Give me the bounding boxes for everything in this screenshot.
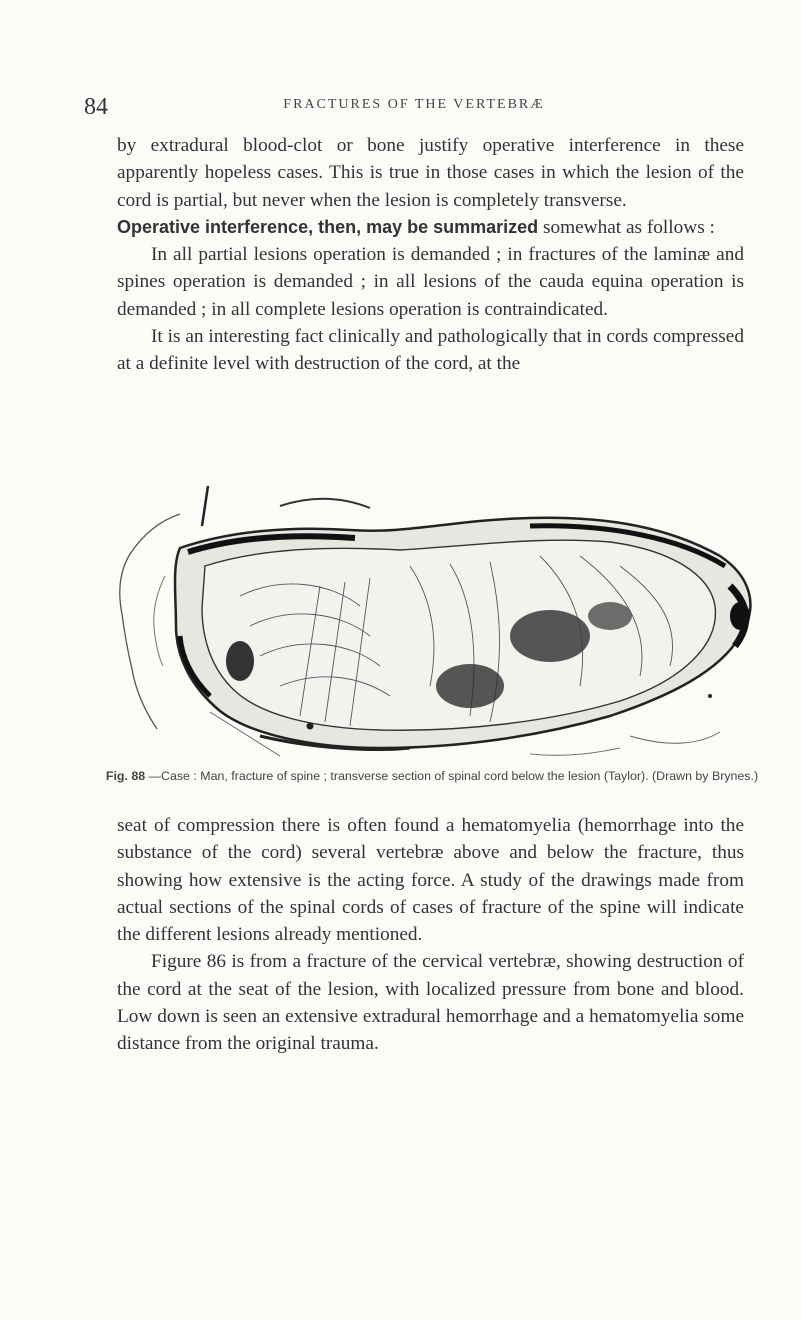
paragraph-continued: by extradural blood-clot or bone justify operative interference in these apparently hopeless cases. This is true in those cases in which the lesion of the cord is partial, but never when the lesion is completely transverse. (117, 135, 744, 211)
paragraph-operations: In all partial lesions operation is demanded ; in fractures of the laminæ and spines operation is demanded ; in all lesions of the cauda equina operation is demanded ; in all complete lesions operation is contraindicated. (117, 244, 744, 320)
page-number: 84 (84, 94, 108, 120)
paragraph-interesting-fact: It is an interesting fact clinically and pathologically that in cords compressed at a definite level with destruction of the cord, at the (117, 326, 744, 375)
summary-lead: Operative interference, then, may be summarized (117, 216, 539, 237)
summary-rest: somewhat as follows : (538, 216, 715, 238)
bottom-text (117, 812, 744, 1058)
caption-label: Fig. 88 (105, 769, 146, 783)
running-head: FRACTURES OF THE VERTEBRÆ (283, 97, 545, 112)
paragraph-summary (117, 214, 744, 241)
top-text (117, 132, 744, 378)
paragraph-figure-86: Figure 86 is from a fracture of the cervical vertebræ, showing destruction of the cord at the seat of the lesion, with localized pressure from bone and blood. Low down is seen an extensive extradural hemorrhage and a hematomyelia some distance from the original trauma. (117, 951, 744, 1055)
page-header (84, 94, 744, 120)
figure-caption (82, 768, 782, 784)
spinal-cord-section-drawing (110, 486, 800, 762)
paragraph-compression: seat of compression there is often found a hematomyelia (hemorrhage into the substance of the cord) several vertebræ above and below the fracture, thus showing how extensive is the acting force. A study of the drawings made from actual sections of the spinal cords of cases of fracture of the spine will indicate the different lesions already mentioned. (117, 815, 744, 946)
caption-text: —Case : Man, fracture of spine ; transverse section of spinal cord below the lesion (Taylor). (Drawn by Brynes.) (145, 769, 759, 783)
